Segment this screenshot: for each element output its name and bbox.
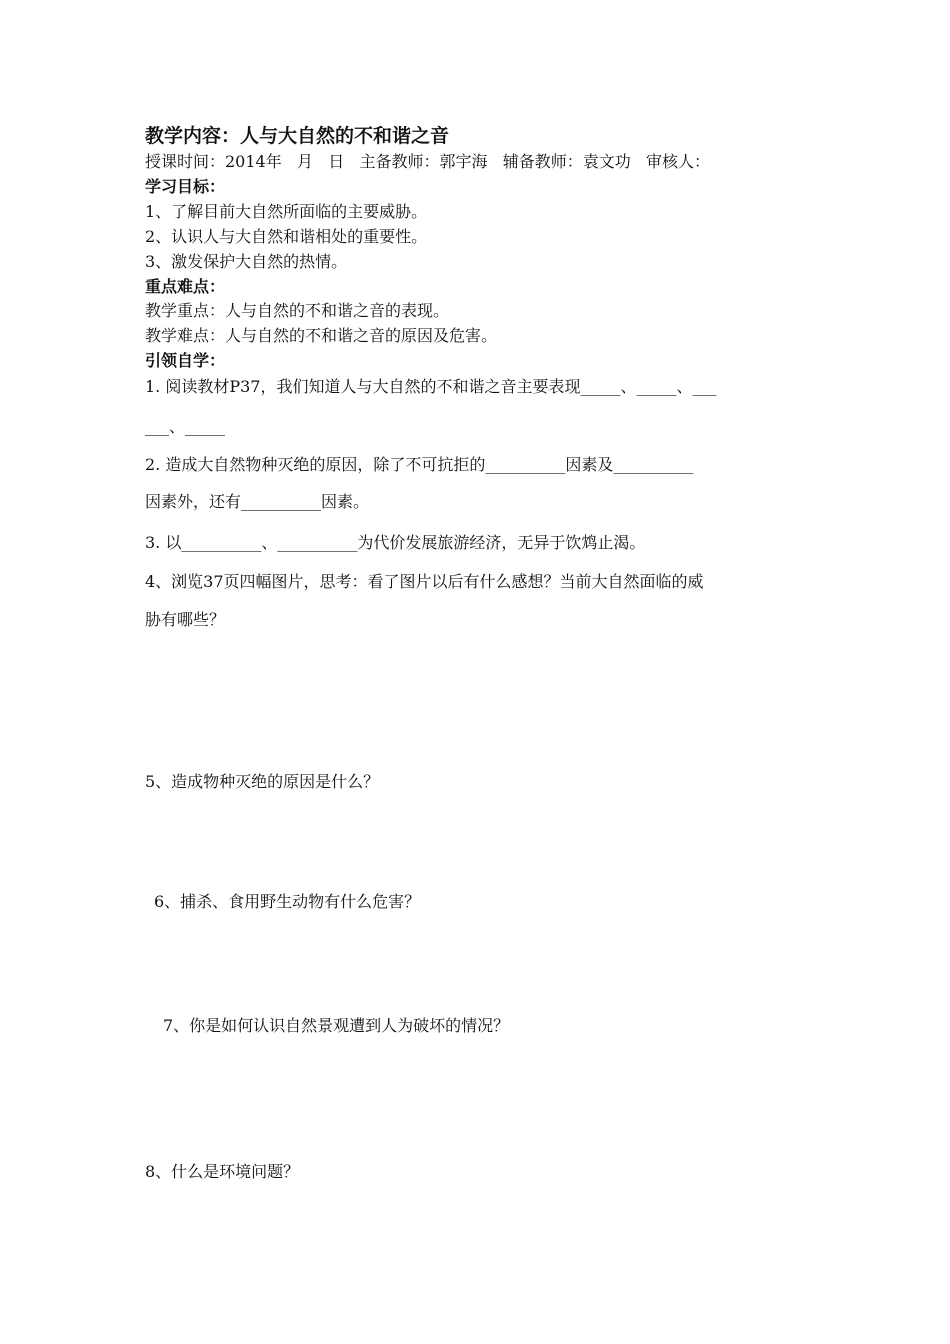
question-4: 4、浏览37页四幅图片，思考：看了图片以后有什么感想？当前大自然面临的威 <box>145 572 704 591</box>
key-points-heading: 重点难点： <box>145 277 226 296</box>
goals-heading: 学习目标： <box>145 177 226 196</box>
question-2: 2. 造成大自然物种灭绝的原因，除了不可抗拒的__________因素及__________ <box>145 455 694 474</box>
question-5: 5、造成物种灭绝的原因是什么？ <box>145 772 380 791</box>
question-3: 3. 以__________、__________为代价发展旅游经济，无异于饮鸩止渴。 <box>145 533 646 552</box>
key-focus: 教学重点：人与自然的不和谐之音的表现。 <box>145 301 450 320</box>
page-title: 教学内容：人与大自然的不和谐之音 <box>145 125 450 147</box>
goal-item: 2、认识人与大自然和谐相处的重要性。 <box>145 227 428 246</box>
question-1-continued: ___、_____ <box>145 417 226 436</box>
lesson-meta: 授课时间：2014年 月 日 主备教师：郭宇海 辅备教师：袁文功 审核人： <box>145 152 711 171</box>
question-4-continued: 胁有哪些？ <box>145 610 226 629</box>
question-8: 8、什么是环境问题？ <box>145 1162 300 1181</box>
goal-item: 3、激发保护大自然的热情。 <box>145 252 348 271</box>
goal-item: 1、了解目前大自然所面临的主要威胁。 <box>145 202 428 221</box>
question-1: 1. 阅读教材P37，我们知道人与大自然的不和谐之音主要表现_____、_____、___ <box>145 377 717 396</box>
question-6: 6、捕杀、食用野生动物有什么危害？ <box>154 892 421 911</box>
key-difficulty: 教学难点：人与自然的不和谐之音的原因及危害。 <box>145 326 498 345</box>
question-2-continued: 因素外，还有__________因素。 <box>145 492 370 511</box>
self-study-heading: 引领自学： <box>145 351 226 370</box>
question-7: 7、你是如何认识自然景观遭到人为破坏的情况？ <box>163 1016 510 1035</box>
